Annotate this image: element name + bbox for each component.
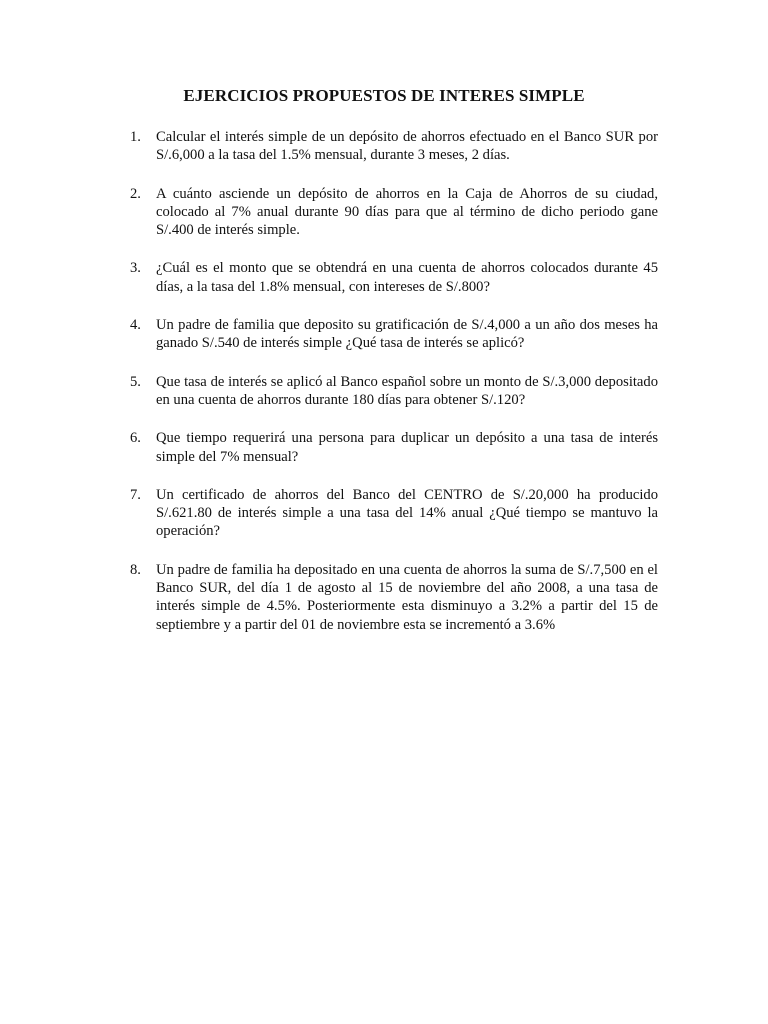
exercise-number: 5. [130,373,141,390]
exercise-list [130,128,658,634]
exercise-text: Calcular el interés simple de un depósito de ahorros efectuado en el Banco SUR por S/.6,000 a la tasa del 1.5% mensual, durante 3 meses, 2 días. [156,129,658,164]
exercise-text: Un padre de familia que deposito su gratificación de S/.4,000 a un año dos meses ha ganado S/.540 de interés simple ¿Qué tasa de interés se aplicó? [156,317,658,352]
exercise-item-3 [130,259,658,296]
exercise-text: Un certificado de ahorros del Banco del CENTRO de S/.20,000 ha producido S/.621.80 de interés simple a una tasa del 14% anual ¿Qué tiempo se mantuvo la operación? [156,486,658,540]
exercise-number: 8. [130,561,141,578]
exercise-number: 6. [130,430,141,447]
exercise-item-7 [130,486,658,541]
exercise-item-6 [130,429,658,466]
exercise-text: Que tasa de interés se aplicó al Banco español sobre un monto de S/.3,000 depositado en una cuenta de ahorros durante 180 días para obtener S/.120? [156,373,658,408]
exercise-text: Un padre de familia ha depositado en una cuenta de ahorros la suma de S/.7,500 en el Banco SUR, del día 1 de agosto al 15 de noviembre del año 2008, a una tasa de interés simple de 4.5%. Posteriormente esta disminuyo a 3.2% a partir del 15 de septiembre y a partir del 01 de noviembre esta se incrementó a 3.6% [156,561,658,633]
document-title: EJERCICIOS PROPUESTOS DE INTERES SIMPLE [183,86,585,105]
exercise-item-4 [130,316,658,353]
exercise-number: 1. [130,129,141,145]
exercise-item-2 [130,185,658,240]
exercise-number: 2. [130,185,141,202]
exercise-item-8 [130,561,658,634]
exercise-number: 7. [130,486,141,503]
exercise-text: ¿Cuál es el monto que se obtendrá en una cuenta de ahorros colocados durante 45 días, a la tasa del 1.8% mensual, con intereses de S/.800? [156,260,658,295]
exercise-item-1 [130,128,658,165]
exercise-number: 3. [130,260,141,277]
exercise-number: 4. [130,317,141,334]
exercise-text: Que tiempo requerirá una persona para duplicar un depósito a una tasa de interés simple del 7% mensual? [156,430,658,465]
exercise-text: A cuánto asciende un depósito de ahorros en la Caja de Ahorros de su ciudad, colocado al 7% anual durante 90 días para que al término de dicho periodo gane S/.400 de interés simple. [156,185,658,239]
exercise-item-5 [130,373,658,410]
